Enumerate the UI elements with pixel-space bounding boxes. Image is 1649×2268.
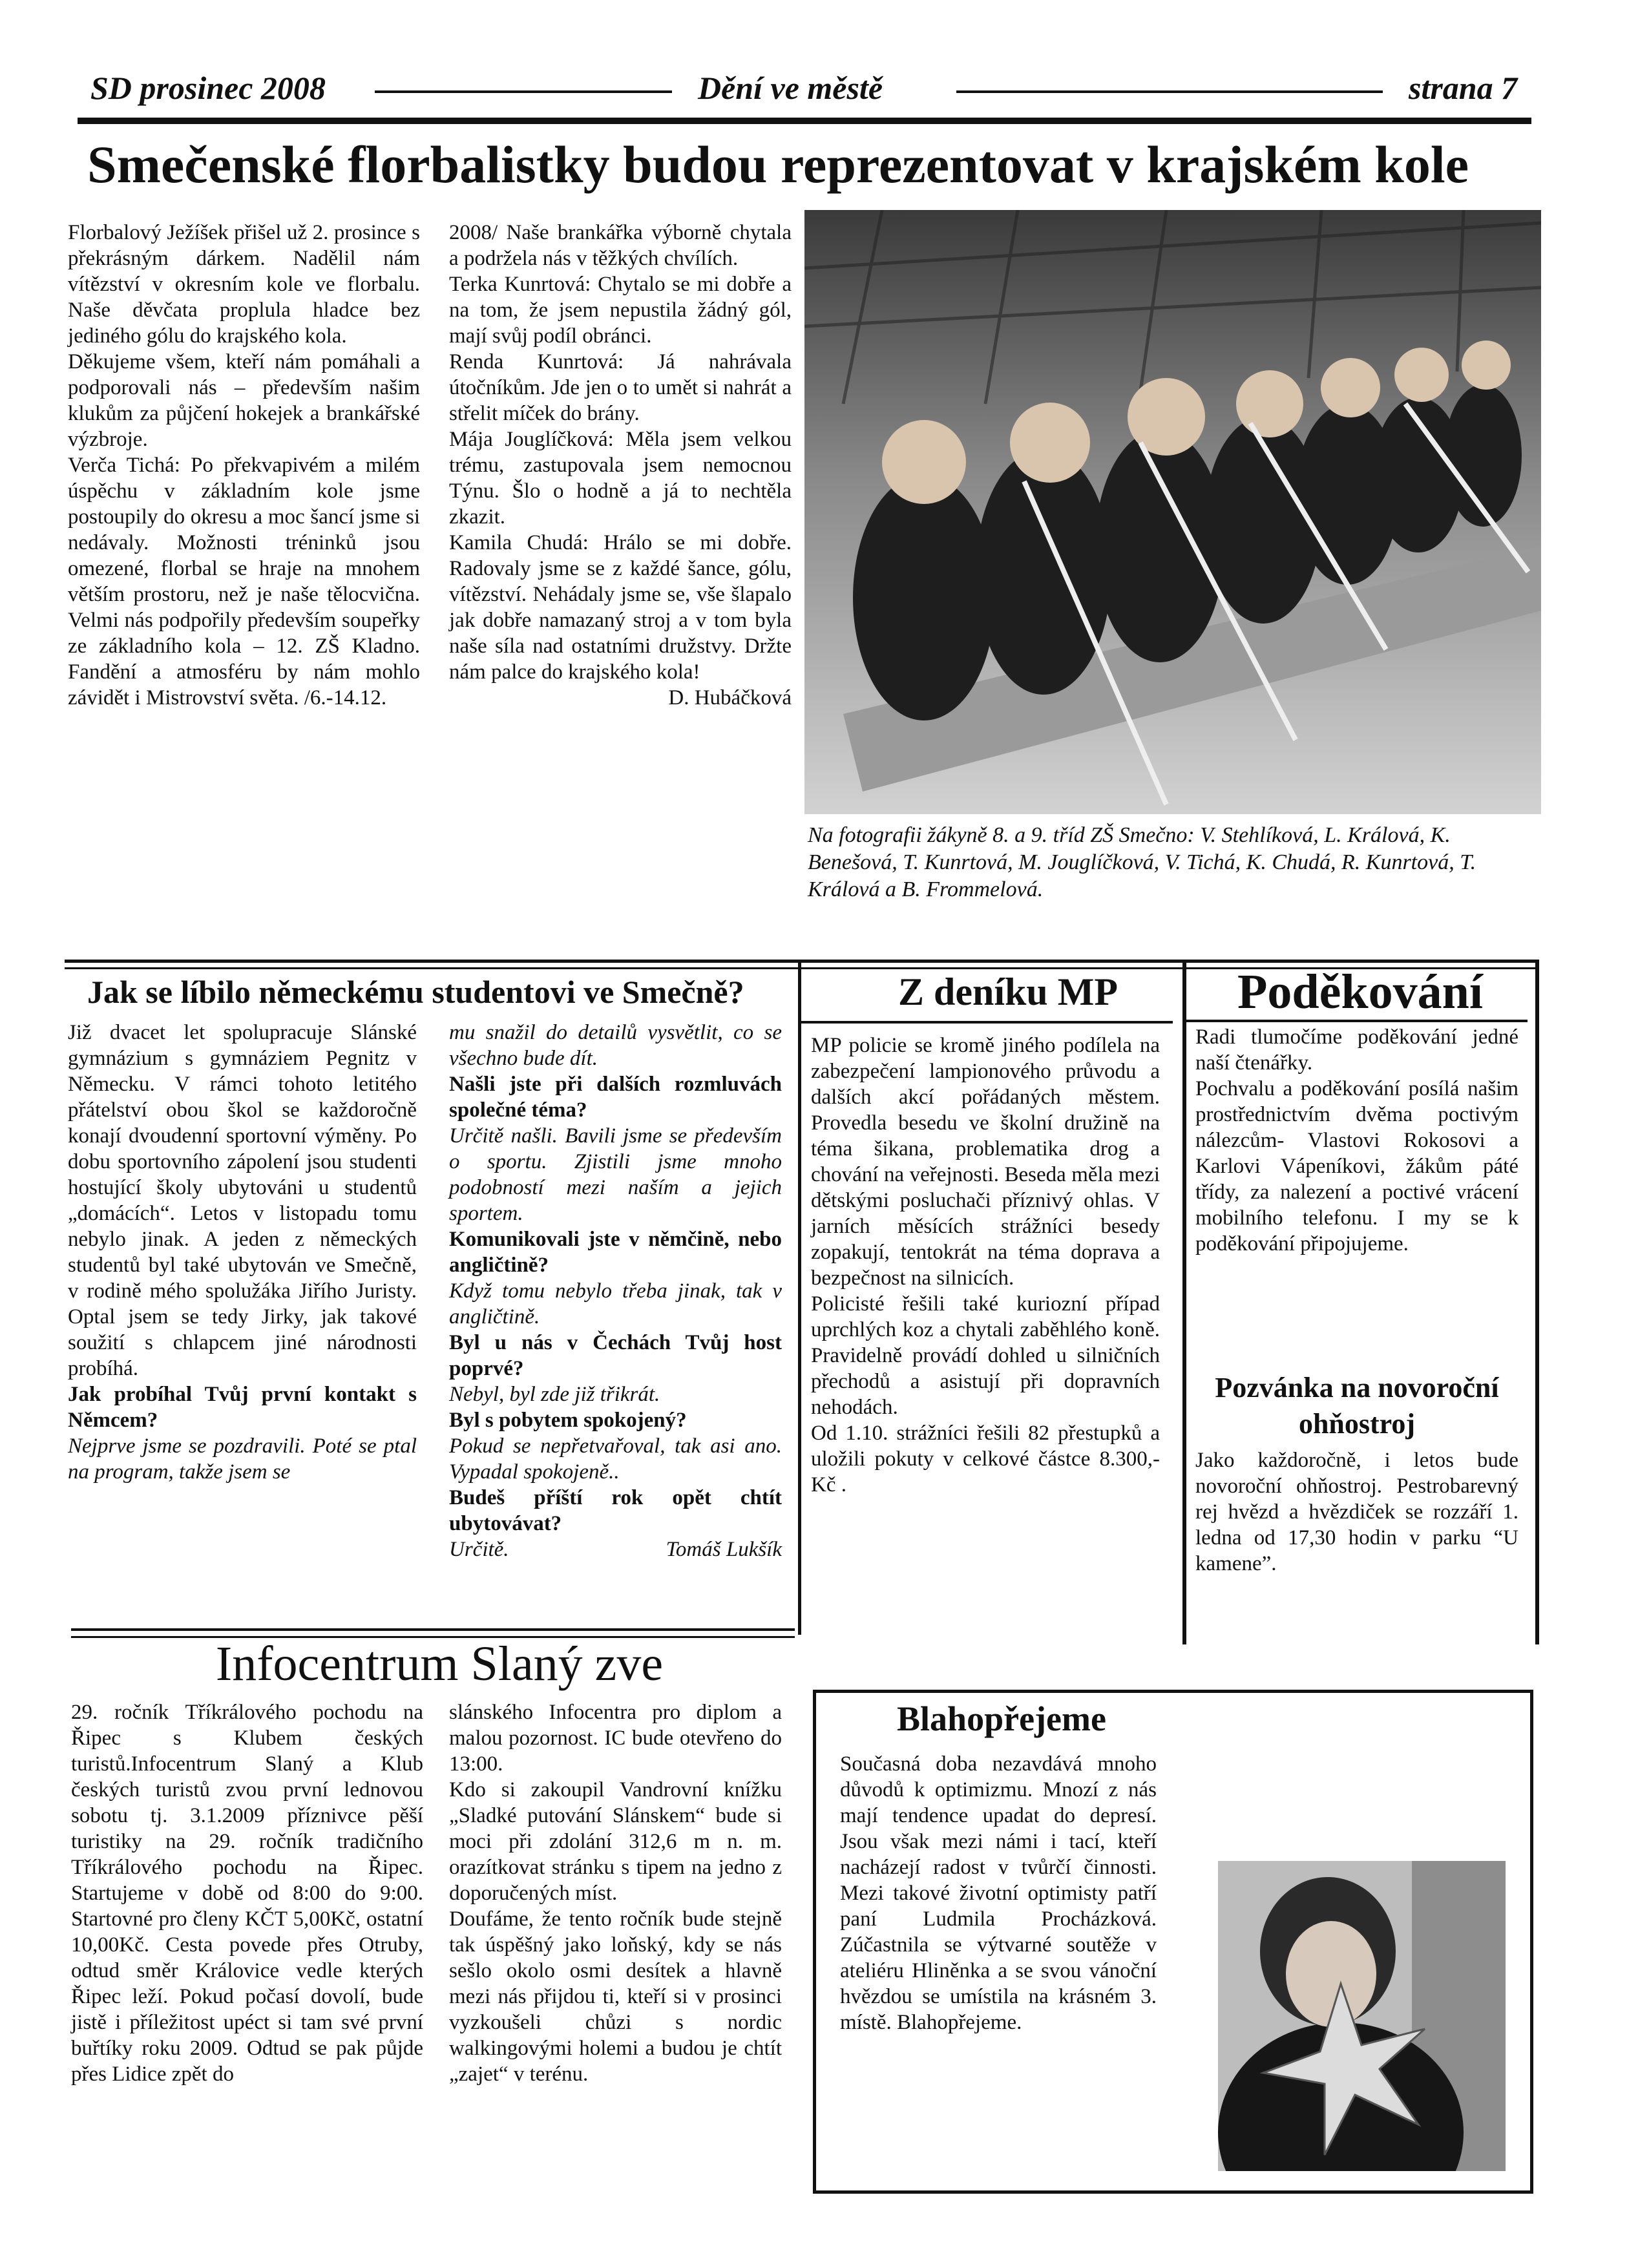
interview-answer: Určitě našli. Bavili jsme se především o sportu. Zjistili jsme mnoho podobností mezi naším a jejich sportem.	[449, 1124, 782, 1225]
mp-left-rule	[798, 960, 801, 1635]
team-photo	[804, 210, 1541, 814]
mp-body	[811, 1033, 1160, 1498]
interview-question: Byl u nás v Čechách Tvůj host poprvé?	[449, 1331, 782, 1380]
header-rule-right	[956, 90, 1383, 93]
interview-answer: Nebyl, byl zde již třikrát.	[449, 1383, 660, 1406]
interview-question: Jak probíhal Tvůj první kontakt s Němcem?	[68, 1383, 417, 1432]
podekovani-headline: Poděkování	[1237, 965, 1484, 1019]
interview-answer-text: Určitě.	[449, 1538, 509, 1561]
mp-headline-rule	[801, 1021, 1173, 1024]
optimist-photo-image	[1218, 1861, 1506, 2171]
student-intro: Již dvacet let spolupracuje Slánské gymnázium s gymnáziem Pegnitz v Německu. V rámci tohoto letitého přátelství obou škol se každoročně konají dvoudenní sportovní výměny. Po dobu sportovního zápolení jsou studenti hostující školy ubytováni u studentů „domácích“. Letos v listopadu tomu nebylo jinak. A jeden z německých studentů byl také ubytován ve Smečně, v rodině mého spolužáka Jiřího Juristy. Optal jsem se tedy Jirky, jak takové soužití s chlapcem jiné národnosti probíhá.	[68, 1021, 417, 1380]
florbal-paragraph: Florbalový Ježíšek přišel už 2. prosince s překrásným dárkem. Nadělil nám vítězství v okresním kole ve florbalu. Naše děvčata proplula hladce bez jediného gólu do krajského kola.	[68, 221, 420, 348]
ohnostroj-headline: Pozvánka na novoroční ohňostroj	[1215, 1372, 1499, 1440]
mp-paragraph: Od 1.10. strážníci řešili 82 přestupků a uložili pokuty v celkové částce 8.300,-Kč .	[811, 1422, 1160, 1496]
student-author: Tomáš Lukšík	[666, 1538, 782, 1561]
podekovani-paragraph: Pochvalu a poděkování posílá našim prostřednictvím dvěma poctivým nálezcům- Vlastovi Rokosovi a Karlovi Vápeníkovi, žákům páté třídy, za nalezení a poctivé vrácení mobilního telefonu. I my se k poděkování připojujeme.	[1195, 1077, 1518, 1255]
interview-question: Našli jste při dalších rozmluvách společné téma?	[449, 1073, 782, 1122]
infocentrum-paragraph: slánského Infocentra pro diplom a malou pozornost. IC bude otevřeno do 13:00.	[449, 1701, 782, 1776]
header-rule-left	[375, 90, 672, 93]
florbal-paragraph: Kamila Chudá: Hrálo se mi dobře. Radovaly jsme se z každé šance, gólu, vítězství. Nehádaly jsme se, vše šlapalo jak dobře namazaný stroj a v tom byla naše síla nad ostatními družstvy. Držte nám palce do krajského kola!	[449, 531, 792, 684]
florbal-paragraph: Terka Kunrtová: Chytalo se mi dobře a na tom, že jsem nepustila žádný gól, mají svůj podíl obránci.	[449, 273, 792, 348]
interview-answer: mu snažil do detailů vysvětlit, co se všechno bude dít.	[449, 1021, 782, 1070]
mp-paragraph: Policisté řešili také kuriozní případ uprchlých koz a chytali zaběhlého koně. Pravidelně provádí dohled u silničních přechodů a asistují při dopravních nehodách.	[811, 1292, 1160, 1419]
interview-answer: Nejprve jsme se pozdravili. Poté se ptal na program, takže jsem se	[68, 1434, 417, 1484]
student-column-1	[68, 1020, 417, 1485]
ohnostroj-body: Jako každoročně, i letos bude novoroční ohňostroj. Pestrobarevný rej hvězd a hvězdiček se rozzáří 1. ledna od 17,30 hodin v parku “U kamene”.	[1195, 1449, 1518, 1575]
florbal-paragraph: Verča Tichá: Po překvapivém a milém úspěchu v základním kole jsme postoupily do okresu a moc šancí jsme si nedávaly. Možnosti tréninků jsou omezené, florbal se hraje na mnohem větším prostoru, než je naše tělocvična. Velmi nás podpořily především soupeřky ze základního kola – 12. ZŠ Kladno. Fandění a atmosféru by nám mohlo závidět i Mistrovství světa. /6.-14.12.	[68, 454, 420, 709]
infocentrum-column-2	[449, 1699, 782, 2087]
mp-paragraph: MP policie se kromě jiného podílela na zabezpečení lampionového průvodu a dalších akcí pořádaných městem. Provedla besedu ve školní družině na téma šikana, problematika drog a chování na veřejnosti. Beseda měla mezi dětskými posluchači příznivý ohlas. V jarních měsících strážníci besedy zopakují, tentokrát na téma doprava a bezpečnost na silnicích.	[811, 1034, 1160, 1290]
photo-caption: Na fotografii žákyně 8. a 9. tříd ZŠ Smečno: V. Stehlíková, L. Králová, K. Benešová, T. Kunrtová, M. Jouglíčková, V. Tichá, K. Chudá, R. Kunrtová, T. Králová a B. Frommelová.	[808, 823, 1476, 901]
interview-answer	[449, 1537, 782, 1562]
student-column-2	[449, 1020, 782, 1562]
florbal-paragraph: Renda Kunrtová: Já nahrávala útočníkům. Jde jen o to umět si nahrát a střelit míček do brány.	[449, 350, 792, 425]
interview-answer: Když tomu nebylo třeba jinak, tak v angličtině.	[449, 1279, 782, 1328]
infocentrum-column-1	[71, 1699, 423, 2087]
infocentrum-headline: Infocentrum Slaný zve	[215, 1637, 664, 1691]
blahoprejeme-body: Současná doba nezavdává mnoho důvodů k optimizmu. Mnozí z nás mají tendence upadat do depresí. Jsou však mezi námi i tací, kteří nacházejí radost v tvůrčí činnosti. Mezi takové životní optimisty patří paní Ludmila Procházková. Zúčastnila se výtvarné soutěže v ateliéru Hliněnka a se svou vánoční hvězdou se umístila na krásném 3. místě. Blahopřejeme.	[840, 1752, 1157, 2034]
team-photo-image	[804, 210, 1541, 814]
section-title: Dění ve městě	[698, 70, 883, 106]
interview-answer: Pokud se nepřetvařoval, tak asi ano. Vypadal spokojeně..	[449, 1434, 782, 1484]
florbal-paragraph: Děkujeme všem, kteří nám pomáhali a podporovali nás – především našim klukům za půjčení hokejek a brankářské výzbroje.	[68, 350, 420, 451]
infocentrum-paragraph: 29. ročník Tříkrálového pochodu na Řipec s Klubem českých turistů.Infocentrum Slaný a Klub českých turistů zvou první lednovou sobotu tj. 3.1.2009 příznivce pěší turistiky na 29. ročník tradičního Tříkrálového pochodu na Řipec. Startujeme v době od 8:00 do 9:00. Startovné pro členy KČT 5,00Kč, ostatní 10,00Kč. Cesta povede přes Otruby, odtud směr Královice vedle kterých Řipec leží. Pokud počasí dovolí, bude jistě i příležitost upéct si tam své první buřtíky roku 2009. Odtud se pak půjde přes Lidice zpět do	[71, 1701, 423, 2086]
optimist-photo	[1218, 1861, 1506, 2171]
florbal-column-1	[68, 220, 420, 711]
florbal-headline: Smečenské florbalistky budou reprezentovat v krajském kole	[87, 135, 1469, 194]
podekovani-headline-rule	[1186, 1020, 1528, 1022]
florbal-paragraph: 2008/ Naše brankářka výborně chytala a podržela nás v těžkých chvílích.	[449, 221, 792, 270]
infocentrum-paragraph: Doufáme, že tento ročník bude stejně tak úspěšný jako loňský, kdy se nás sešlo okolo osmi desítek a hlavně mezi nás přijdou ti, kteří si v prosinci vyzkoušeli chůzi s nordic walkingovými holemi a budou je chtít „zajet“ v terénu.	[449, 1907, 782, 2086]
florbal-column-2	[449, 220, 792, 711]
podekovani-paragraph: Radi tlumočíme poděkování jedné naší čtenářky.	[1195, 1025, 1518, 1075]
podekovani-body	[1195, 1024, 1518, 1257]
student-headline: Jak se líbilo německému studentovi ve Smečně?	[87, 974, 744, 1010]
interview-question: Komunikovali jste v němčině, nebo angličtině?	[449, 1228, 782, 1277]
infocentrum-top-rule	[71, 1628, 795, 1631]
page-number: strana 7	[1409, 70, 1518, 106]
issue-date: SD prosinec 2008	[90, 70, 326, 106]
blahoprejeme-headline: Blahopřejeme	[897, 1699, 1106, 1738]
mp-headline: Z deníku MP	[898, 971, 1119, 1013]
florbal-author: D. Hubáčková	[668, 686, 792, 709]
header-bottom-rule	[78, 118, 1531, 124]
interview-question: Byl s pobytem spokojený?	[449, 1409, 687, 1432]
florbal-paragraph: Mája Jouglíčková: Měla jsem velkou trému, zastupovala jsem nemocnou Týnu. Šlo o hodně a já to nechtěla zkazit.	[449, 428, 792, 529]
infocentrum-paragraph: Kdo si zakoupil Vandrovní knížku „Sladké putování Slánskem“ bude si moci při zdolání 312,6 m n. m. orazítkovat stránku s tipem na jedno z doporučených míst.	[449, 1778, 782, 1905]
interview-question: Budeš příští rok opět chtít ubytovávat?	[449, 1486, 782, 1535]
